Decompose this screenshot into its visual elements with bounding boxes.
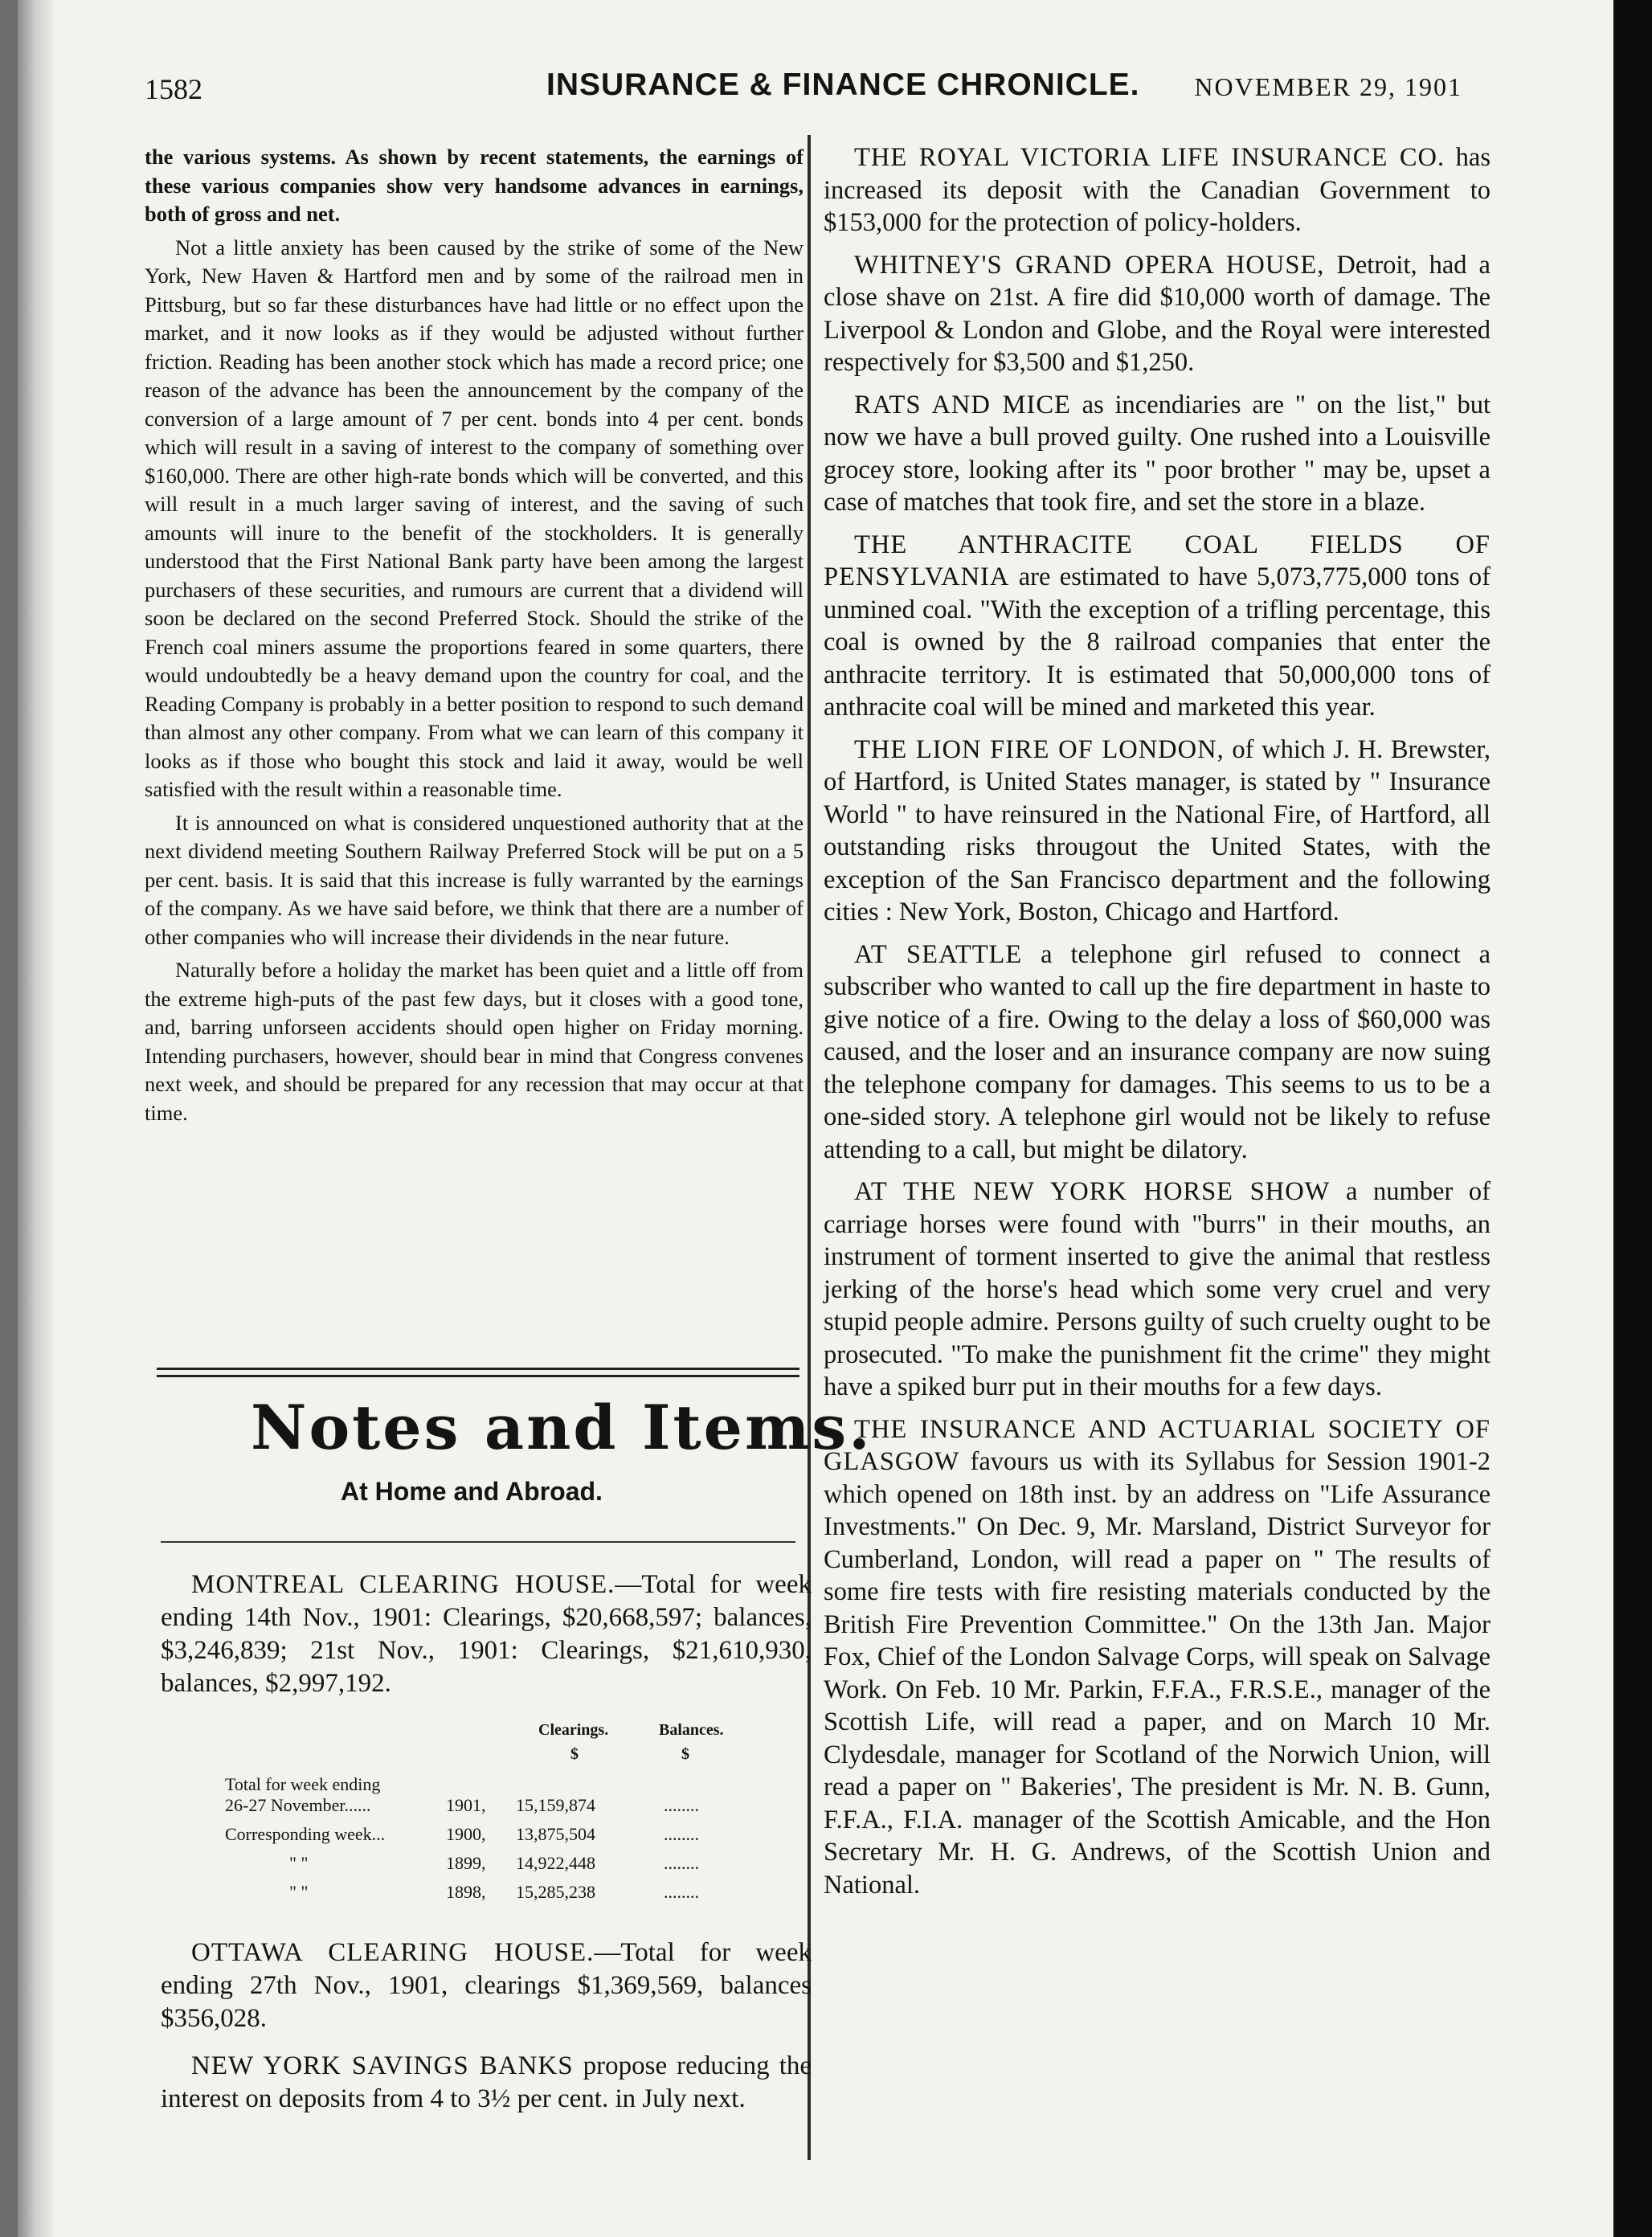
row-balances: ........ — [664, 1853, 699, 1873]
table-row — [225, 1882, 739, 1909]
table-row-caption: Total for week ending — [225, 1774, 381, 1794]
item-lead: THE LION FIRE OF LONDON, — [854, 734, 1225, 764]
page-header — [145, 67, 1462, 116]
row-label: " " — [289, 1882, 309, 1902]
market-commentary-column — [145, 143, 804, 1132]
news-item — [824, 529, 1490, 724]
item-lead: RATS AND MICE — [854, 390, 1071, 419]
market-paragraph: It is announced on what is considered unquestioned authority that at the next dividend meeting Southern Railway Preferred Stock will be put on a 5 per cent. basis. It is said that this increase is fully warranted by the earnings of the company. As we have said before, we think that there are a number of other companies who will increase their dividends in the near future. — [145, 810, 804, 949]
market-paragraph: Not a little anxiety has been caused by the strike of some of the New York, New Haven & Hartford men and by some of the railroad men in Pittsburg, but so far these disturbances have had little or no effect upon the market, and it now looks as if they would be adjusted without further friction. Reading has been another stock which has made a record price; one reason of the advance has been the announcement by the company of the conversion of a large amount of 7 per cent. bonds into 4 per cent. bonds which will result in a saving of interest to the company of something over $160,000. There are other high-rate bonds which will be converted, and this will result in a much larger saving of interest, and the saving of such amounts will inure to the benefit of the stockholders. It is generally understood that the First National Bank party have been among the largest purchasers of these securities, and rumours are current that a dividend will soon be declared on the second Preferred Stock. Should the strike of the French coal miners assume the proportions feared in some quarters, there would undoubtedly be a heavy demand upon the country for coal, and the Reading Company is probably in a better position to respond to such demand than almost any other company. From what we can learn of this company it looks as if those who bought this stock and laid it away, would be well satisfied with the result within a reasonable time. — [145, 235, 804, 801]
row-label: 26-27 November...... — [225, 1795, 371, 1815]
montreal-clearing-item — [161, 1568, 812, 1700]
column-divider — [808, 135, 811, 2160]
page-binding-shadow — [18, 0, 53, 2237]
row-year: 1900, — [446, 1824, 486, 1844]
row-clearings: 13,875,504 — [516, 1824, 595, 1844]
notes-items-column — [824, 141, 1490, 1911]
item-lead: NEW YORK SAVINGS BANKS — [191, 2051, 574, 2080]
news-item — [824, 141, 1490, 239]
item-text: as incendiaries are " on the list," but now we have a bull proved guilty. One rushed into a Louisville grocey store, looking after its " poor brother " may be, upset a case of matches that took fire, and set the store in a blaze. — [824, 390, 1491, 517]
notes-body-bottom — [161, 1936, 812, 2130]
notes-section-subtitle: At Home and Abroad. — [341, 1477, 603, 1506]
row-year: 1901, — [446, 1795, 486, 1815]
notes-body-top — [161, 1568, 812, 1715]
item-text: a telephone girl refused to connect a subscriber who wanted to call up the fire department in haste to give notice of a fire. Owing to the delay a loss of $60,000 was caused, and the loser and an insurance company are now suing the telephone company for damages. This seems to us to be a one-sided story. A telephone girl would not be likely to refuse attending to a call, but might be dilatory. — [824, 939, 1490, 1164]
item-lead: AT THE NEW YORK HORSE SHOW — [854, 1177, 1331, 1206]
page-binding-edge — [0, 0, 18, 2237]
item-lead: OTTAWA CLEARING HOUSE. — [191, 1938, 595, 1967]
table-unit-clearings: $ — [570, 1745, 579, 1763]
page-number: 1582 — [145, 73, 202, 105]
row-clearings: 15,285,238 — [516, 1882, 595, 1902]
row-year: 1899, — [446, 1853, 486, 1873]
table-row — [225, 1795, 739, 1822]
news-item — [824, 249, 1490, 379]
item-lead: THE ROYAL VICTORIA LIFE INSURANCE CO. — [854, 143, 1446, 172]
item-lead: AT SEATTLE — [854, 939, 1023, 969]
item-text: of which J. H. Brewster, of Hartford, is United States manager, is stated by " Insurance World " to have reinsured in the National Fire, of Hartford, all outstanding risks througout the United States, with the exception of the San Francisco department and the following cities : New York, Boston, Chicago and Hartford. — [824, 734, 1491, 926]
row-clearings: 14,922,448 — [516, 1853, 595, 1873]
item-text: Detroit, had a close shave on 21st. A fire did $10,000 worth of damage. The Liverpool & London and Globe, and the Royal were interested respectively for $3,500 and $1,250. — [824, 250, 1490, 377]
row-balances: ........ — [664, 1795, 699, 1815]
news-item — [824, 1413, 1490, 1902]
market-paragraph: Naturally before a holiday the market has been quiet and a little off from the extreme high-puts of the past few days, but it closes with a good tone, and, barring unforseen accidents should open higher on Friday morning. Intending purchasers, however, should bear in mind that Congress convenes next week, and should be prepared for any recession that may occur at that time. — [145, 958, 804, 1125]
notes-section-title: Notes and Items. — [251, 1392, 873, 1463]
news-item — [824, 939, 1490, 1167]
item-text: propose reducing the interest on deposits from 4 to 3½ per cent. in July next. — [161, 2051, 812, 2113]
item-text: —Total for week ending 14th Nov., 1901: Clearings, $20,668,597; balances, $3,246,839; 21st Nov., 1901: Clearings, $21,610,930, balances, $2,997,192. — [161, 1570, 812, 1698]
table-row — [225, 1824, 739, 1851]
row-year: 1898, — [446, 1882, 486, 1902]
news-item — [824, 389, 1490, 519]
news-item — [824, 1176, 1490, 1404]
table-unit-balances: $ — [681, 1745, 689, 1763]
market-paragraph: the various systems. As shown by recent statements, the earnings of these various companies show very handsome advances in earnings, both of gross and net. — [145, 145, 804, 226]
item-text: favours us with its Syllabus for Session 1901-2 which opened on 18th inst. by an address on "Life Assurance Investments." On Dec. 9, Mr. Marsland, District Surveyor for Cumberland, London, will read a paper on " The results of some fire tests with fire resisting materials conducted by the British Fire Prevention Committee." On the 13th Jan. Major Fox, Chief of the London Salvage Corps, will speak on Salvage Work. On Feb. 10 Mr. Parkin, F.F.A., F.R.S.E., manager of the Scottish Life, will read a paper, and on March 10 Mr. Clydesdale, manager for Scotland of the Norwich Union, will read a paper on " Bakeries', The president is Mr. N. B. Gunn, F.F.A., F.I.A. manager of the Scottish Amicable, and the Hon Secretary Mr. H. G. Andrews, of the Scottish Union and National. — [824, 1447, 1490, 1900]
savings-banks-item — [161, 2050, 812, 2116]
item-text: are estimated to have 5,073,775,000 tons of unmined coal. "With the exception of a trifling percentage, this coal is owned by the 8 railroad companies that enter the anthracite territory. It is estimated that 50,000,000 tons of anthracite coal will be mined and marketed this year. — [824, 562, 1490, 722]
item-lead: WHITNEY'S GRAND OPERA HOUSE, — [854, 250, 1325, 280]
publication-title: INSURANCE & FINANCE CHRONICLE. — [546, 67, 1140, 102]
table-header-clearings: Clearings. — [538, 1721, 609, 1739]
item-text: has increased its deposit with the Canadian Government to $153,000 for the protection of policy-holders. — [824, 143, 1490, 237]
item-lead: THE INSURANCE AND ACTUARIAL SOCIETY OF GLASGOW — [824, 1414, 1490, 1476]
news-item — [824, 734, 1490, 929]
section-divider-double-rule — [157, 1368, 799, 1377]
item-lead: THE ANTHRACITE COAL FIELDS OF PENSYLVANIA — [824, 530, 1490, 591]
table-row — [225, 1853, 739, 1880]
item-lead: MONTREAL CLEARING HOUSE. — [191, 1570, 615, 1599]
row-balances: ........ — [664, 1824, 699, 1844]
row-balances: ........ — [664, 1882, 699, 1902]
row-clearings: 15,159,874 — [516, 1795, 595, 1815]
table-header-balances: Balances. — [659, 1721, 724, 1739]
row-label: Corresponding week... — [225, 1824, 386, 1844]
section-divider-rule — [161, 1541, 795, 1543]
item-text: —Total for week ending 27th Nov., 1901, clearings $1,369,569, balances $356,028. — [161, 1938, 812, 2033]
issue-date: NOVEMBER 29, 1901 — [1194, 72, 1462, 101]
page-right-border — [1613, 0, 1652, 2237]
ottawa-clearing-item — [161, 1936, 812, 2035]
row-label: " " — [289, 1853, 309, 1873]
item-text: a number of carriage horses were found with "burrs" in their mouths, an instrument of torment inserted to give the animal that restless jerking of the horse's head which some very cruel and very stupid people admire. Persons guilty of such cruelty ought to be prosecuted. "To make the punishment fit the crime" they might have a spiked burr put in their mouths for a few days. — [824, 1177, 1490, 1401]
